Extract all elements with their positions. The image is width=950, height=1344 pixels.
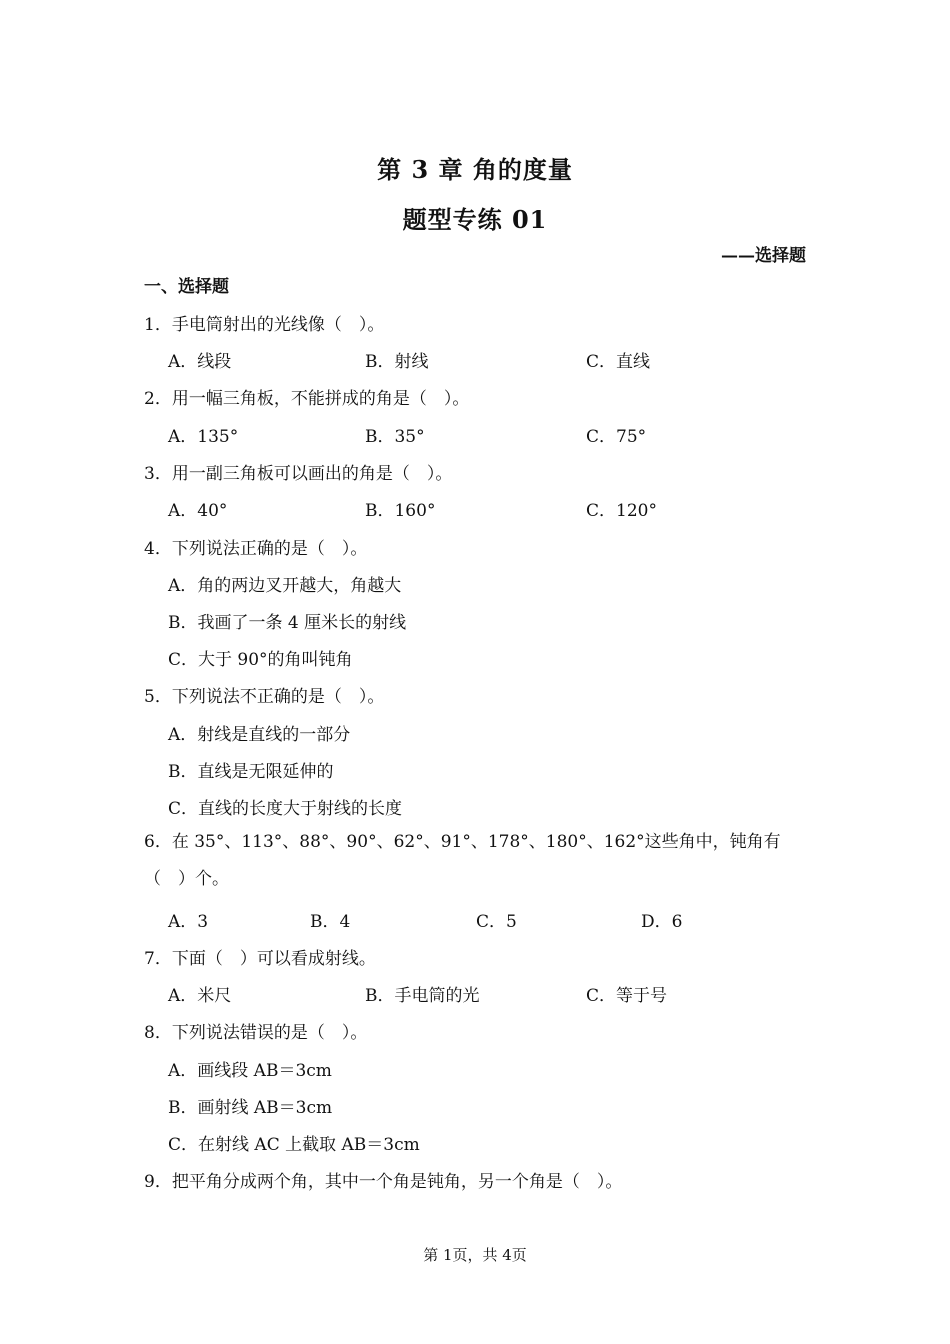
option-b: B．160° (365, 501, 436, 521)
question-stem: 8．下列说法错误的是（ ）。 (144, 1023, 368, 1043)
option-a: A．3 (168, 912, 209, 932)
question-stem: 4．下列说法正确的是（ ）。 (144, 539, 368, 559)
option-a: A．画线段 AB＝3cm (168, 1061, 332, 1081)
option-c: C．在射线 AC 上截取 AB＝3cm (168, 1135, 420, 1155)
option-b: B．直线是无限延伸的 (168, 762, 334, 782)
question-stem: 3．用一副三角板可以画出的角是（ ）。 (144, 464, 453, 484)
chapter-title: 第 3 章 角的度量 (377, 155, 573, 184)
section-heading: 一、选择题 (144, 277, 229, 297)
worksheet-subtitle: 题型专练 01 (402, 205, 548, 234)
option-c: C．等于号 (586, 986, 668, 1006)
option-a: A．米尺 (168, 986, 232, 1006)
option-c: C．120° (586, 501, 657, 521)
question-type-label: ——选择题 (721, 246, 806, 266)
question-stem: 1．手电筒射出的光线像（ ）。 (144, 315, 385, 335)
option-c: C．直线的长度大于射线的长度 (168, 799, 403, 819)
question-stem: 9．把平角分成两个角，其中一个角是钝角，另一个角是（ ）。 (144, 1172, 623, 1192)
option-c: C．75° (586, 427, 647, 447)
option-b: B．35° (365, 427, 425, 447)
option-b: B．手电筒的光 (365, 986, 480, 1006)
option-c: C．直线 (586, 352, 651, 372)
question-stem: 7．下面（ ）可以看成射线。 (144, 949, 376, 969)
option-a: A．射线是直线的一部分 (168, 725, 351, 745)
option-c: C．5 (476, 912, 517, 932)
option-b: B．画射线 AB＝3cm (168, 1098, 333, 1118)
question-stem: 5．下列说法不正确的是（ ）。 (144, 687, 385, 707)
question-stem: 6．在 35°、113°、88°、90°、62°、91°、178°、180°、162°这些角中，钝角有（ ）个。 (144, 832, 781, 889)
page-number: 第 1页，共 4页 (423, 1246, 527, 1264)
option-a: A．40° (168, 501, 228, 521)
question-stem: 2．用一幅三角板，不能拼成的角是（ ）。 (144, 389, 470, 409)
option-c: C．大于 90°的角叫钝角 (168, 650, 353, 670)
option-a: A．135° (168, 427, 239, 447)
option-b: B．4 (310, 912, 351, 932)
option-b: B．射线 (365, 352, 429, 372)
option-b: B．我画了一条 4 厘米长的射线 (168, 613, 407, 633)
option-a: A．角的两边叉开越大，角越大 (168, 576, 402, 596)
option-d: D．6 (641, 912, 683, 932)
option-a: A．线段 (168, 352, 232, 372)
